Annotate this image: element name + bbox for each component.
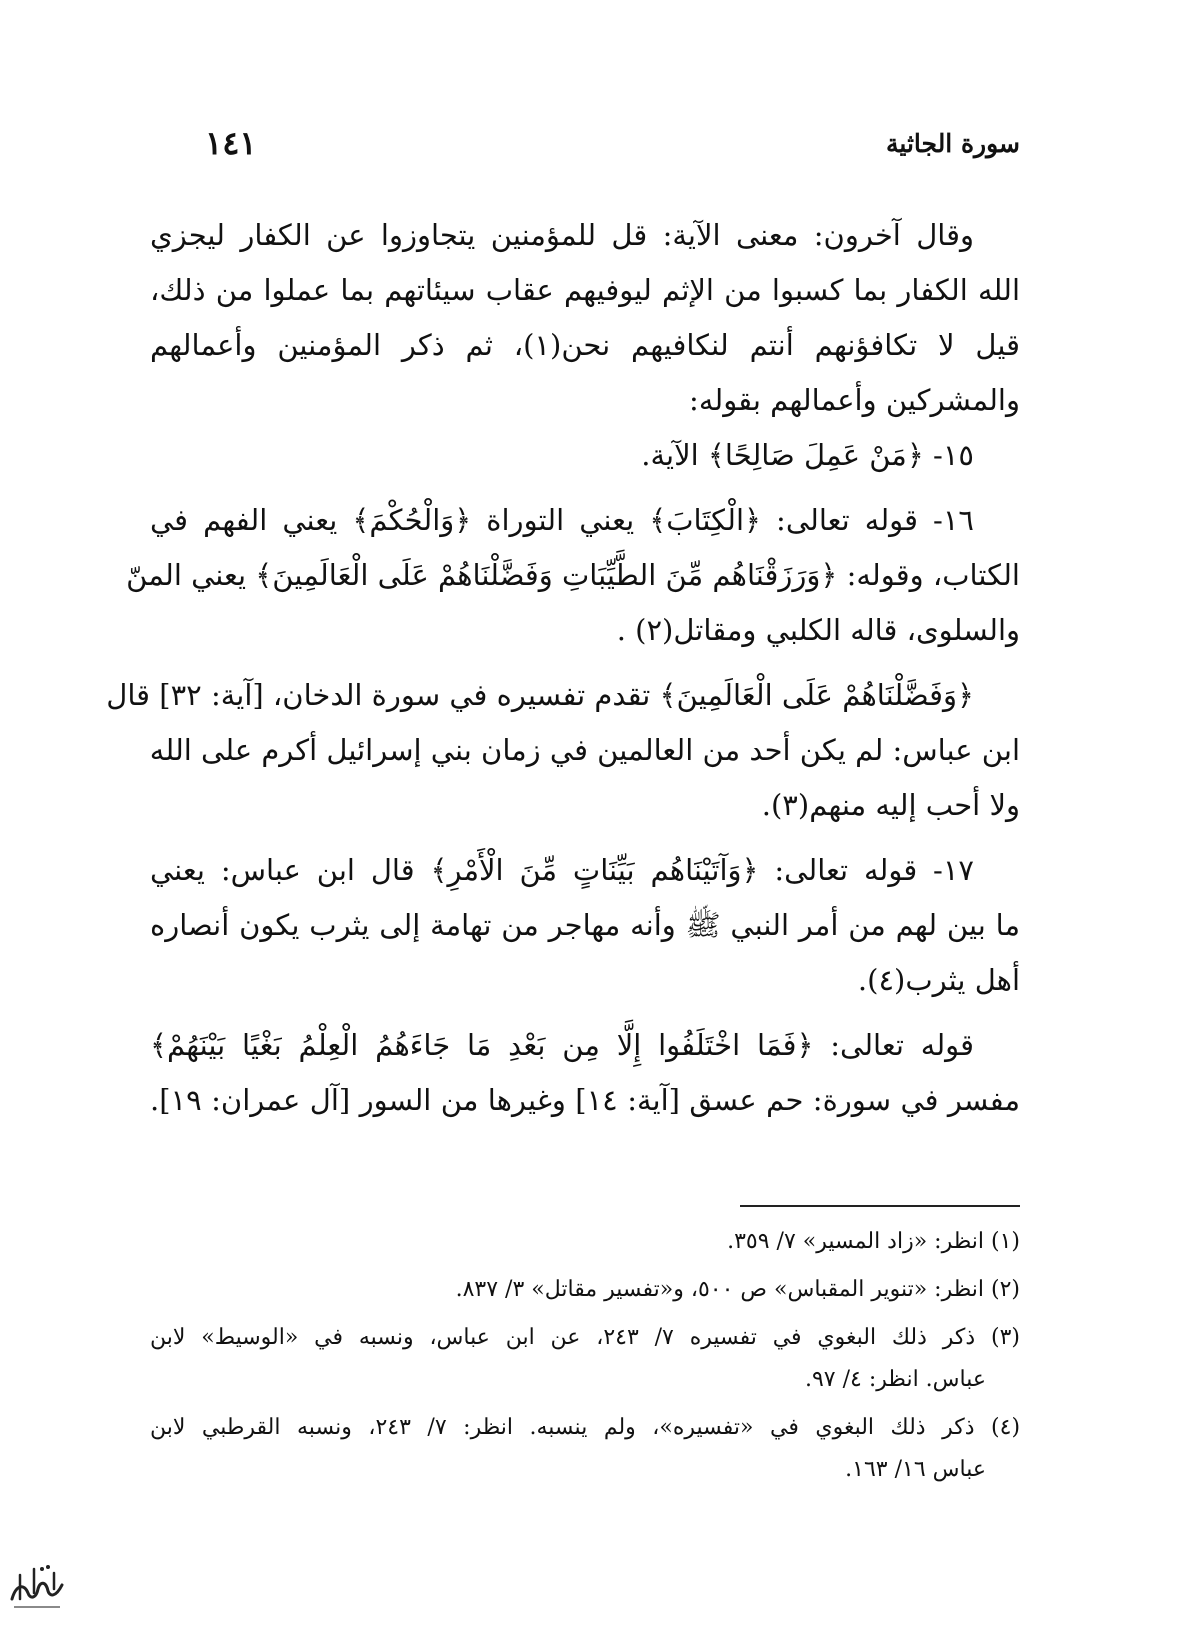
text-line: والمشركين وأعمالهم بقوله: <box>689 383 1020 417</box>
publisher-logo-icon <box>6 1555 68 1611</box>
text-line: ولا أحب إليه منهم(٣). <box>761 788 1020 822</box>
text-line: قيل لا تكافؤنهم أنتم لنكافيهم نحن(١)، ثم ذكر المؤمنين وأعمالهم <box>150 328 1020 362</box>
footnote-4-continued: عباس ١٦/ ١٦٣. <box>845 1457 986 1482</box>
page-header <box>205 118 1020 168</box>
text-line: الله الكفار بما كسبوا من الإثم ليوفيهم عقاب سيئاتهم بما عملوا من ذلك، <box>150 273 1020 307</box>
verse-17-line: ١٧- قوله تعالى: ﴿وَآتَيْنَاهُم بَيِّنَاتٍ مِّنَ الْأَمْرِ﴾ قال ابن عباس: يعني <box>150 853 974 887</box>
text-line: الكتاب، وقوله: ﴿وَرَزَقْنَاهُم مِّنَ الطَّيِّبَاتِ وَفَضَّلْنَاهُمْ عَلَى الْعَالَمِينَ﴾ يعني المنّ <box>126 558 1020 592</box>
footnote-3-continued: عباس. انظر: ٤/ ٩٧. <box>804 1367 986 1392</box>
text-line: أهل يثرب(٤). <box>857 963 1020 997</box>
footnote-1: (١) انظر: «زاد المسير» ٧/ ٣٥٩. <box>727 1229 1020 1254</box>
verse-15-line: ١٥- ﴿مَنْ عَمِلَ صَالِحًا﴾ الآية. <box>641 438 974 472</box>
text-line: قوله تعالى: ﴿فَمَا اخْتَلَفُوا إِلَّا مِن بَعْدِ مَا جَاءَهُمُ الْعِلْمُ بَغْيًا بَيْنَهُمْ﴾ <box>150 1028 974 1062</box>
text-line: ما بين لهم من أمر النبي ﷺ وأنه مهاجر من تهامة إلى يثرب يكون أنصاره <box>150 908 1020 942</box>
footnote-divider <box>740 1205 1020 1207</box>
text-line: ﴿وَفَضَّلْنَاهُمْ عَلَى الْعَالَمِينَ﴾ تقدم تفسيره في سورة الدخان، [آية: ٣٢] قال <box>106 678 974 712</box>
text-line: وقال آخرون: معنى الآية: قل للمؤمنين يتجاوزوا عن الكفار ليجزي <box>150 218 974 252</box>
text-line: مفسر في سورة: حم عسق [آية: ١٤] وغيرها من السور [آل عمران: ١٩]. <box>150 1083 1021 1117</box>
footnote-4: (٤) ذكر ذلك البغوي في «تفسيره»، ولم ينسبه. انظر: ٧/ ٢٤٣، ونسبه القرطبي لابن <box>150 1415 1021 1440</box>
footnote-2: (٢) انظر: «تنوير المقباس» ص ٥٠٠، و«تفسير مقاتل» ٣/ ٨٣٧. <box>455 1277 1020 1302</box>
verse-16-line: ١٦- قوله تعالى: ﴿الْكِتَابَ﴾ يعني التوراة ﴿وَالْحُكْمَ﴾ يعني الفهم في <box>150 503 974 537</box>
text-line: ابن عباس: لم يكن أحد من العالمين في زمان بني إسرائيل أكرم على الله <box>149 733 1020 767</box>
footnotes <box>150 1205 1020 1491</box>
page-number: ١٤١ <box>205 124 257 162</box>
main-text <box>106 208 1021 1128</box>
surah-title: سورة الجاثية <box>886 128 1020 158</box>
footnote-3: (٣) ذكر ذلك البغوي في تفسيره ٧/ ٢٤٣، عن ابن عباس، ونسبه في «الوسيط» لابن <box>150 1325 1021 1350</box>
text-line: والسلوى، قاله الكلبي ومقاتل(٢) . <box>616 613 1020 647</box>
